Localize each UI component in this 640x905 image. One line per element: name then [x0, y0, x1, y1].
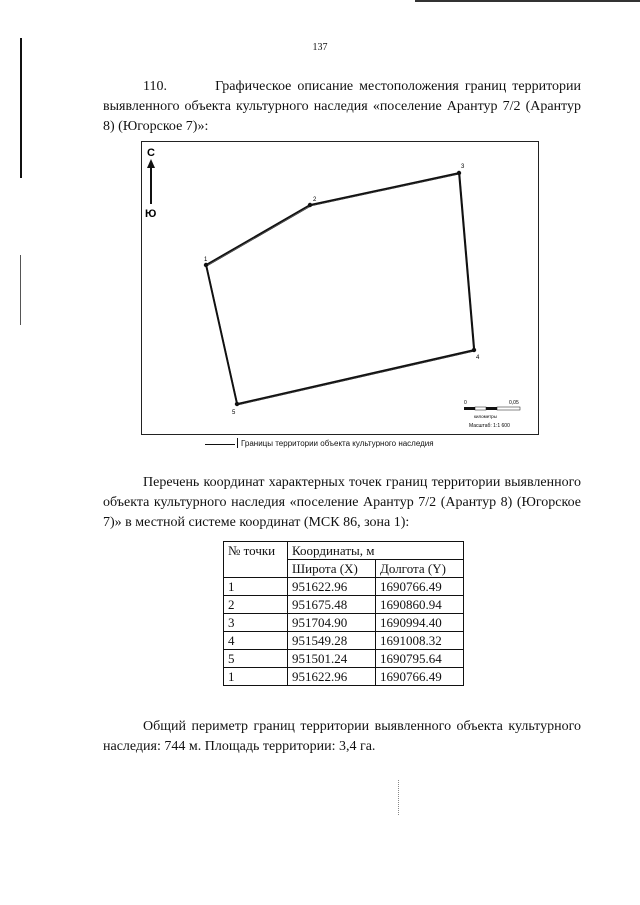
vertex-3: [457, 171, 461, 175]
page-number: 137: [312, 42, 328, 53]
coords-table: [223, 541, 464, 686]
vertex-4: [472, 348, 476, 352]
vertex-1: [204, 263, 208, 267]
cell-point: 3: [224, 614, 288, 632]
margin-line: [20, 38, 22, 178]
scale-bar-seg: [486, 407, 497, 410]
header-lon: Долгота (Y): [376, 560, 464, 578]
boundary-polygon-shadow: [207, 174, 475, 405]
vertex-5: [235, 402, 239, 406]
vertex-2: [308, 203, 312, 207]
boundary-polygon: [206, 173, 474, 404]
margin-line: [20, 255, 21, 325]
scale-text: Масштаб: 1:1 600: [469, 423, 510, 429]
boundary-map: [141, 141, 539, 435]
table-row: [224, 578, 464, 596]
cell-point: 1: [224, 668, 288, 686]
arrow-head-icon: [147, 159, 155, 168]
coords-table-wrap: [223, 541, 464, 686]
scale-bar-seg: [464, 407, 475, 410]
cell-y: 1690860.94: [376, 596, 464, 614]
summary-text: Общий периметр границ территории выявленного объекта культурного наследия: 744 м. Площадь территории: 3,4 га.: [103, 719, 581, 754]
cell-point: 1: [224, 578, 288, 596]
point-label-4: 4: [476, 355, 480, 361]
top-border-line: [415, 0, 640, 2]
table-row: [224, 632, 464, 650]
legend-line-icon: [205, 444, 235, 445]
cell-x: 951501.24: [288, 650, 376, 668]
coords-intro: Перечень координат характерных точек границ территории выявленного объекта культурного наследия «поселение Арантур 7/2 (Арантур 8) (Югорское 7)» в местной системе координат (МСК 86, зона 1):: [103, 475, 581, 530]
scale-unit: километры: [474, 414, 497, 419]
map-legend: [205, 438, 434, 448]
cell-point: 5: [224, 650, 288, 668]
legend-text: Границы территории объекта культурного наследия: [241, 438, 434, 448]
point-label-2: 2: [313, 197, 317, 203]
cell-y: 1690795.64: [376, 650, 464, 668]
point-label-1: 1: [204, 257, 208, 263]
header-lat: Широта (X): [288, 560, 376, 578]
header-coords: Координаты, м: [288, 542, 464, 560]
cell-y: 1690766.49: [376, 578, 464, 596]
legend-tick: [237, 438, 238, 448]
cell-y: 1691008.32: [376, 632, 464, 650]
point-label-3: 3: [461, 164, 465, 170]
table-row: [224, 596, 464, 614]
cell-x: 951549.28: [288, 632, 376, 650]
cell-point: 4: [224, 632, 288, 650]
header-point: № точки: [224, 542, 288, 578]
scale-right: 0,05: [509, 400, 519, 406]
cell-x: 951675.48: [288, 596, 376, 614]
point-label-5: 5: [232, 410, 236, 416]
table-row: [224, 614, 464, 632]
south-label: Ю: [145, 208, 157, 220]
table-row: [224, 650, 464, 668]
cell-y: 1690766.49: [376, 668, 464, 686]
section-title: 110. Графическое описание местоположения границ территории выявленного объекта культурного наследия «поселение Арантур 7/2 (Арантур 8) (Югорское 7)»:: [103, 79, 581, 134]
north-label: С: [147, 147, 155, 159]
scale-bar-seg: [475, 407, 486, 410]
map-svg: [142, 142, 537, 433]
cell-y: 1690994.40: [376, 614, 464, 632]
cell-x: 951704.90: [288, 614, 376, 632]
cell-x: 951622.96: [288, 668, 376, 686]
scan-dots: [398, 780, 401, 815]
cell-x: 951622.96: [288, 578, 376, 596]
scale-left: 0: [464, 400, 467, 406]
table-row: [224, 668, 464, 686]
scale-bar-seg: [497, 407, 520, 410]
cell-point: 2: [224, 596, 288, 614]
table-header-row: [224, 542, 464, 560]
